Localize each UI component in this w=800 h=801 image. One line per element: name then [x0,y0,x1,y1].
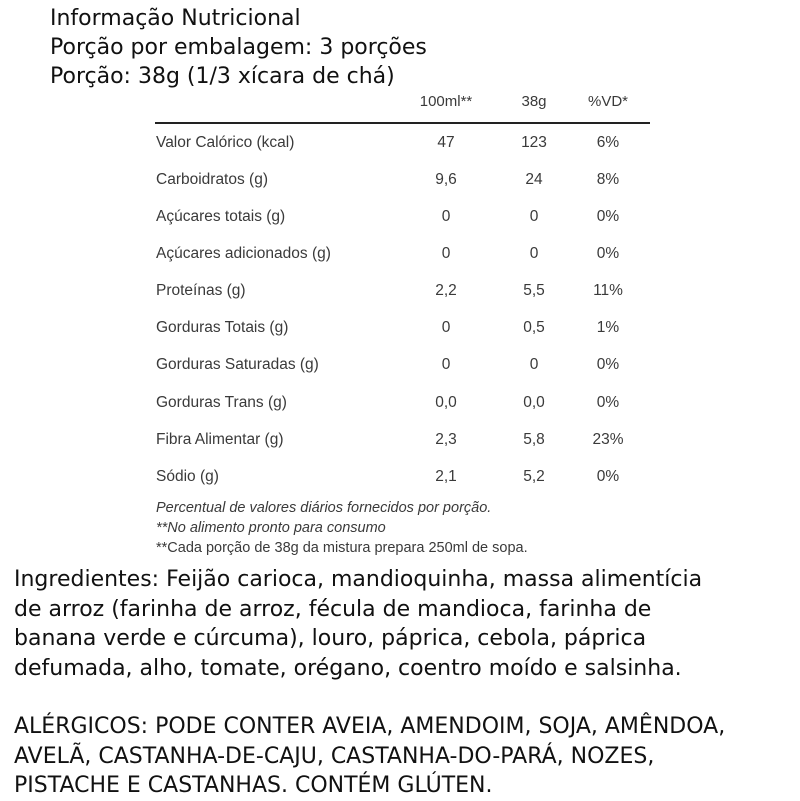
footnote-daily-values: Percentual de valores diários fornecidos por porção. [156,500,492,516]
table-row [140,208,660,232]
value-vd: 0% [596,208,620,225]
value-vd: 11% [593,282,623,299]
value-38g: 0 [529,208,539,225]
value-100ml: 47 [437,134,455,151]
table-row [140,319,660,343]
value-100ml: 2,3 [435,431,457,448]
table-row [140,431,660,455]
table-row [140,468,660,492]
column-header-100ml: 100ml** [419,93,473,110]
value-100ml: 0 [441,245,451,262]
allergens-line: PISTACHE E CASTANHAS. CONTÉM GLÚTEN. [14,773,493,798]
column-header-38g: 38g [521,93,547,110]
value-38g: 5,8 [523,431,545,448]
value-38g: 0 [529,356,539,373]
table-row [140,245,660,269]
header-divider [155,122,650,124]
value-38g: 5,2 [523,468,545,485]
nutrient-label: Carboidratos (g) [156,171,268,188]
nutrient-label: Valor Calórico (kcal) [156,134,295,151]
nutrition-title: Informação Nutricional [50,6,301,31]
table-footnotes [156,498,528,558]
footnote-ready-to-eat: **No alimento pronto para consumo [156,520,386,536]
nutrient-label: Açúcares adicionados (g) [156,245,331,262]
table-row [140,134,660,158]
value-38g: 5,5 [523,282,545,299]
value-vd: 0% [596,245,620,262]
ingredients-line: defumada, alho, tomate, orégano, coentro moído e salsinha. [14,655,682,681]
allergens-line: ALÉRGICOS: PODE CONTER AVEIA, AMENDOIM, SOJA, AMÊNDOA, [14,714,726,739]
column-header-vd: %VD* [587,93,628,110]
value-vd: 0% [596,394,620,411]
value-vd: 0% [596,356,620,373]
table-row [140,171,660,195]
footnote-preparation: **Cada porção de 38g da mistura prepara 250ml de sopa. [156,540,528,556]
nutrient-label: Açúcares totais (g) [156,208,286,225]
nutrient-label: Proteínas (g) [156,282,246,299]
allergens-line: AVELÃ, CASTANHA-DE-CAJU, CASTANHA-DO-PARÁ, NOZES, [14,743,655,769]
value-100ml: 2,1 [435,468,457,485]
value-100ml: 0 [441,208,451,225]
nutrition-table [140,90,660,560]
nutrient-label: Gorduras Saturadas (g) [156,356,319,373]
nutrient-label: Fibra Alimentar (g) [156,431,284,448]
value-38g: 0 [529,245,539,262]
value-vd: 0% [596,468,620,485]
table-row [140,282,660,306]
table-row [140,356,660,380]
table-row [140,394,660,418]
value-38g: 24 [525,171,543,188]
value-vd: 23% [592,431,624,448]
ingredients-line: de arroz (farinha de arroz, fécula de mandioca, farinha de [14,596,652,622]
value-38g: 0,5 [523,319,545,336]
value-38g: 0,0 [523,394,545,411]
ingredients-line: banana verde e cúrcuma), louro, páprica, cebola, páprica [14,626,647,651]
value-38g: 123 [521,134,547,151]
value-100ml: 0 [441,356,451,373]
ingredients-section [14,565,794,801]
nutrient-label: Gorduras Totais (g) [156,319,289,336]
ingredients-line: Ingredientes: Feijão carioca, mandioquinha, massa alimentícia [14,567,703,592]
value-100ml: 0 [441,319,451,336]
value-100ml: 2,2 [435,282,457,299]
servings-per-package: Porção por embalagem: 3 porções [50,35,427,60]
value-100ml: 0,0 [435,394,457,411]
value-vd: 8% [596,171,620,188]
section-spacer [14,683,794,712]
nutrition-header [50,4,427,91]
nutrient-label: Sódio (g) [156,468,219,485]
value-vd: 1% [596,319,620,336]
nutrient-label: Gorduras Trans (g) [156,394,287,411]
serving-size: Porção: 38g (1/3 xícara de chá) [50,64,395,89]
value-vd: 6% [596,134,620,151]
value-100ml: 9,6 [435,171,457,188]
